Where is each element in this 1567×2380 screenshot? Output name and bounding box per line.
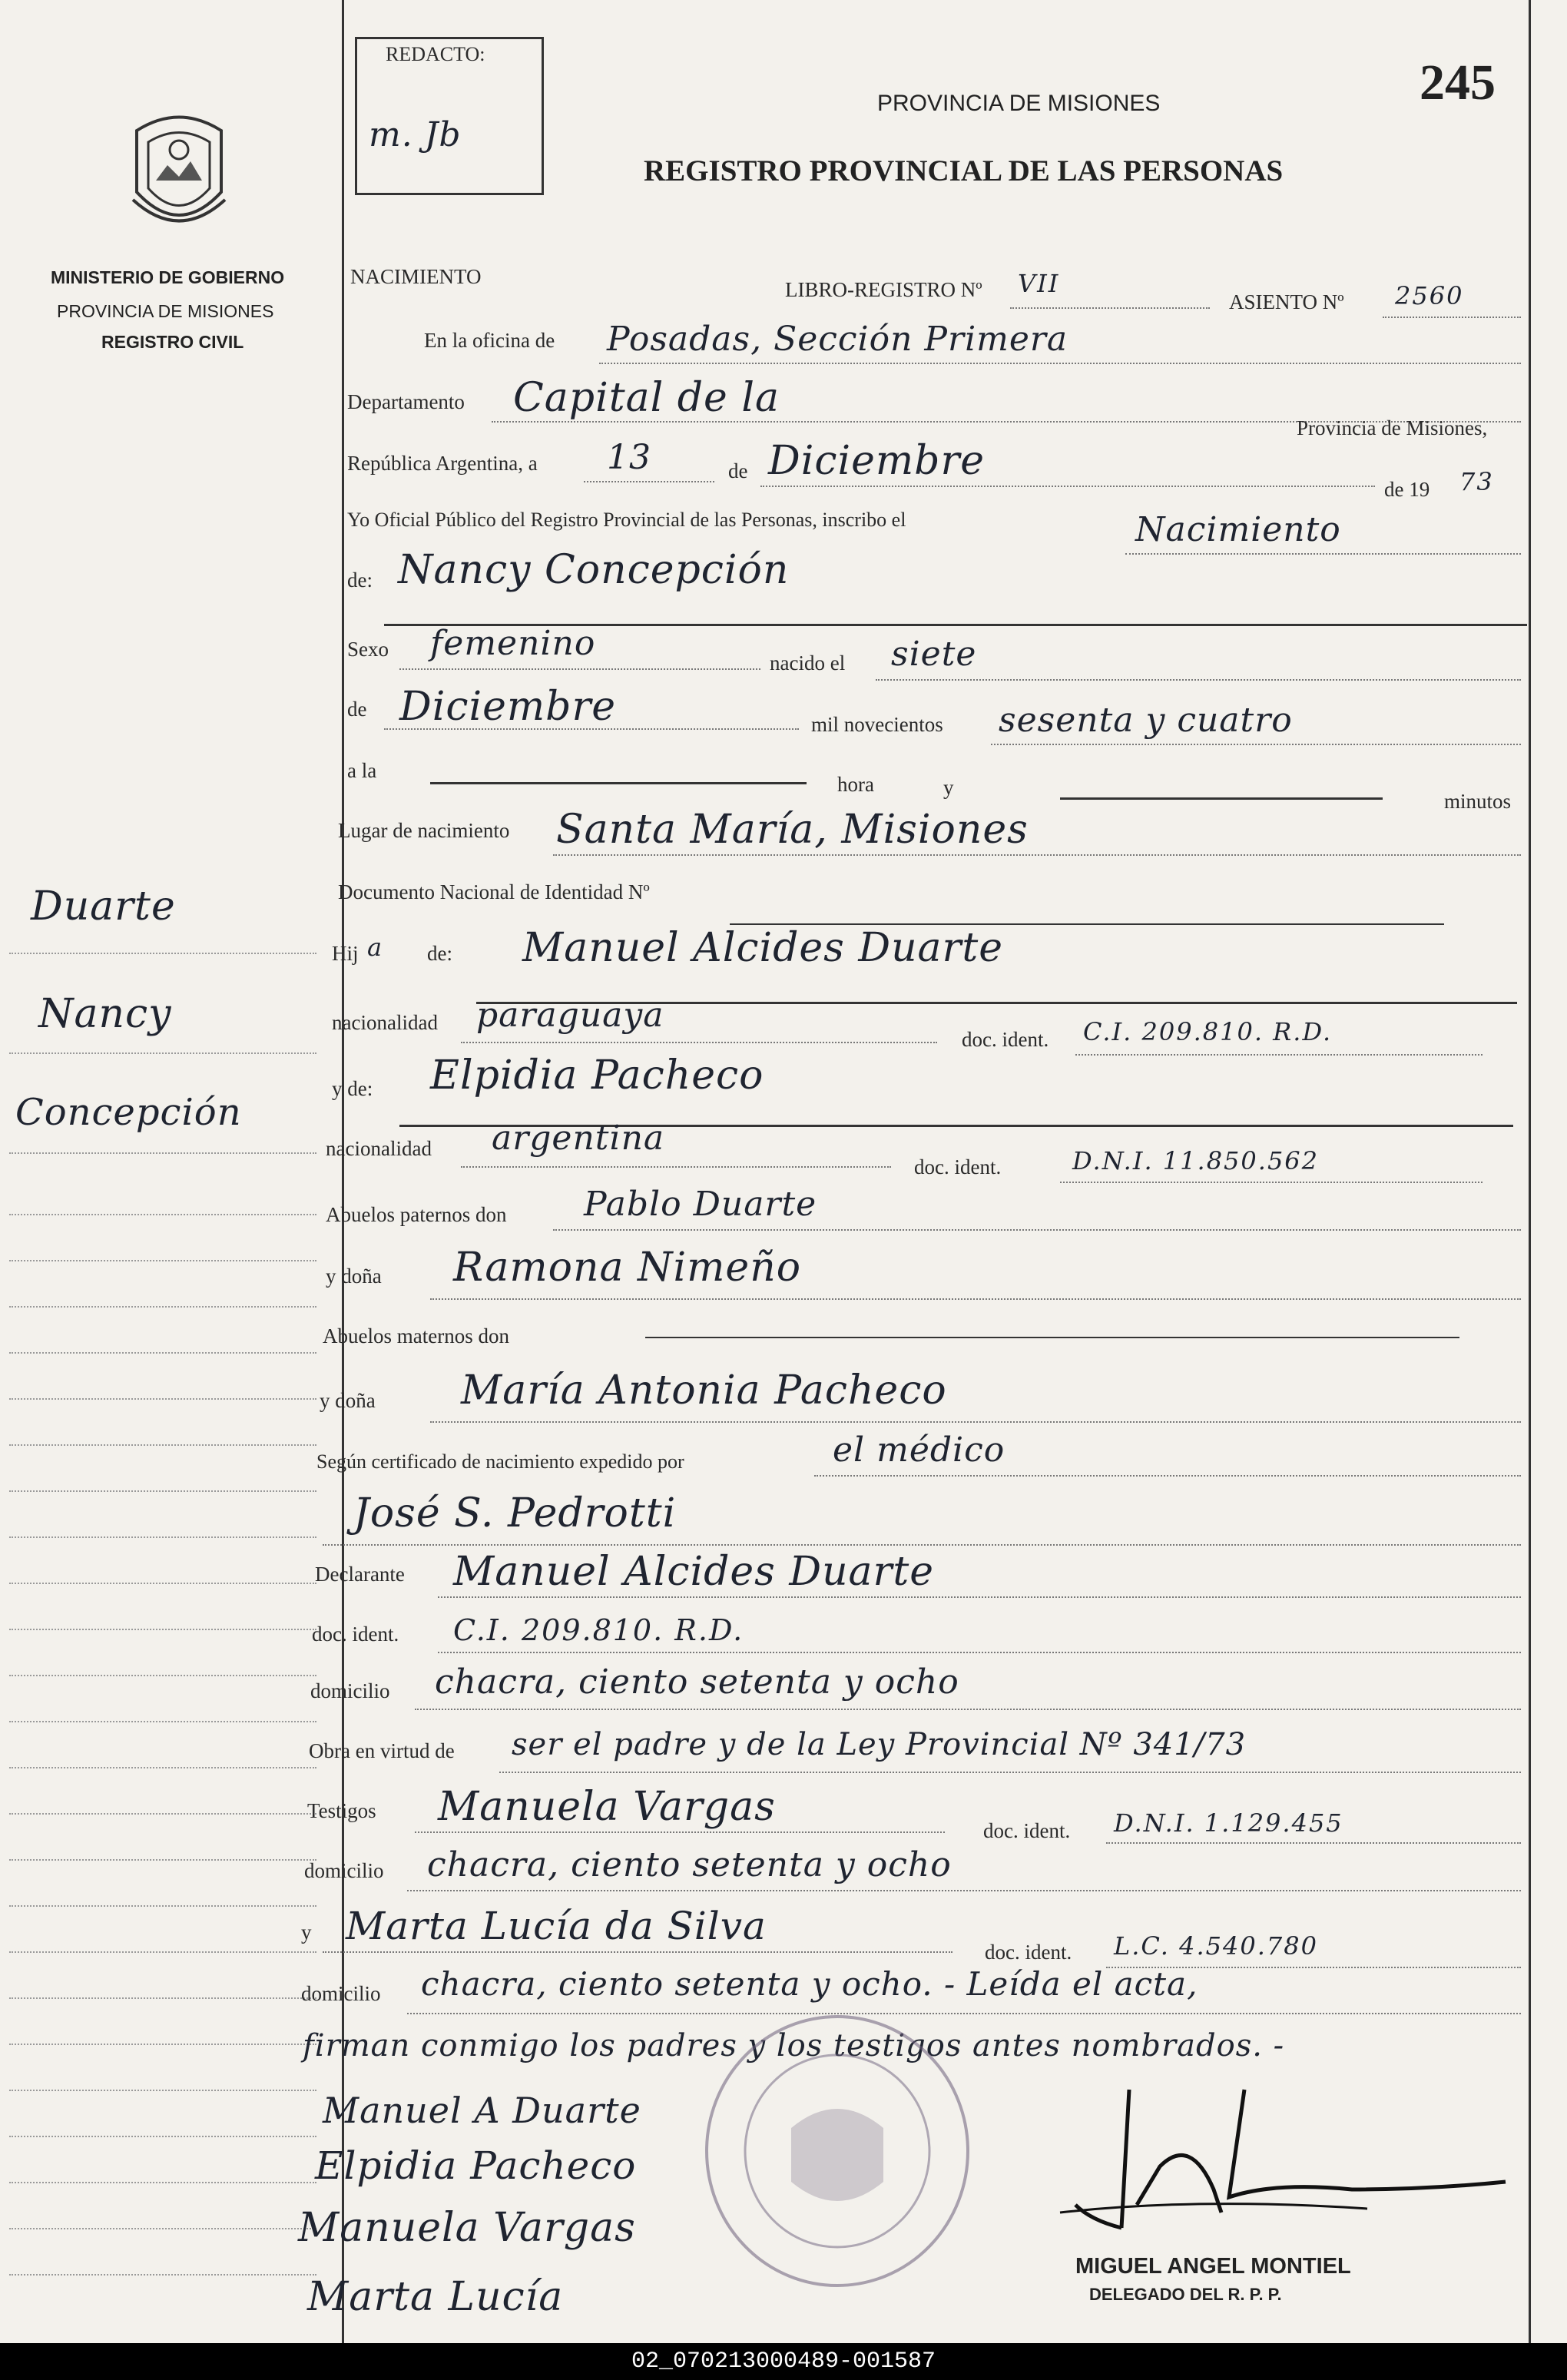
sexo-value: femenino <box>430 624 596 663</box>
y-label: y <box>943 776 954 799</box>
doc2-line <box>1060 1182 1483 1183</box>
abuelo-pat-line <box>553 1229 1521 1231</box>
medico-line <box>323 1544 1521 1546</box>
doc4-line <box>1106 1842 1521 1844</box>
margin-surname: Duarte <box>31 883 176 930</box>
medico-value: José S. Pedrotti <box>353 1490 677 1536</box>
margin-line <box>9 1152 316 1154</box>
y2-label: y <box>301 1921 312 1944</box>
lugar-line <box>553 854 1521 856</box>
mil-value: sesenta y cuatro <box>999 701 1293 740</box>
redacto-label: REDACTO: <box>386 43 485 65</box>
margin-line <box>9 1859 316 1861</box>
margin-first-name: Nancy <box>38 991 172 1037</box>
hora-label: hora <box>837 773 874 796</box>
libro-label: LIBRO-REGISTRO Nº <box>785 278 982 301</box>
dia-value: 13 <box>607 438 651 477</box>
de-label: de <box>728 459 748 482</box>
nac2-value: argentina <box>492 1119 665 1158</box>
hijo-label: Hij <box>332 942 359 965</box>
ydona2-label: y doña <box>320 1389 376 1412</box>
official-title: DELEGADO DEL R. P. P. <box>1089 2285 1282 2304</box>
mes2-value: Diciembre <box>399 684 617 730</box>
margin-second-name: Concepción <box>15 1091 242 1134</box>
declarante-label: Declarante <box>315 1563 405 1586</box>
ministry-label: MINISTERIO DE GOBIERNO <box>51 267 285 287</box>
firman-text: firman conmigo los padres y los testigos antes nombrados. - <box>303 2028 1285 2063</box>
obra-label: Obra en virtud de <box>309 1739 455 1762</box>
abuelos-mat-label: Abuelos maternos don <box>323 1324 509 1347</box>
abuelo-pat-value: Pablo Duarte <box>584 1185 817 1224</box>
margin-line <box>9 1721 316 1722</box>
domicilio2-line <box>407 1890 1521 1891</box>
oficial-value: Nacimiento <box>1135 510 1341 549</box>
doc3-label: doc. ident. <box>312 1623 399 1646</box>
testigo1-line <box>415 1831 945 1833</box>
province-heading: PROVINCIA DE MISIONES <box>877 91 1161 116</box>
minutos-rule <box>1060 797 1383 800</box>
oficina-label: En la oficina de <box>424 329 555 352</box>
doc4-label: doc. ident. <box>983 1819 1071 1842</box>
segun-label: Según certificado de nacimiento expedido por <box>316 1450 684 1473</box>
abuelos-mat-rule <box>645 1337 1459 1338</box>
margin-line <box>9 1583 316 1584</box>
margin-province-label: PROVINCIA DE MISIONES <box>57 301 274 321</box>
nac1-line <box>461 1042 937 1043</box>
margin-line <box>9 1813 316 1815</box>
oficial-line <box>1125 553 1521 555</box>
page-number: 245 <box>1420 55 1496 111</box>
margin-line <box>9 1997 316 1999</box>
lugar-value: Santa María, Misiones <box>556 807 1029 853</box>
margin-line <box>9 1629 316 1630</box>
nac1-label: nacionalidad <box>332 1011 438 1034</box>
libro-line <box>1010 307 1210 309</box>
lugar-label: Lugar de nacimiento <box>338 819 510 842</box>
oficial-text: Yo Oficial Público del Registro Provincial de las Personas, inscribo el <box>347 509 906 531</box>
declarante-value: Manuel Alcides Duarte <box>453 1549 935 1595</box>
doc1-label: doc. ident. <box>962 1028 1049 1051</box>
ala-label: a la <box>347 759 377 782</box>
testigos-label: Testigos <box>307 1799 376 1822</box>
margin-line <box>9 2044 316 2045</box>
republica-label: República Argentina, a <box>347 452 538 475</box>
de2-label: de <box>347 698 367 721</box>
registry-stamp <box>691 2005 983 2297</box>
right-border <box>1529 0 1531 2343</box>
margin-line <box>9 1675 316 1676</box>
documento-label: Documento Nacional de Identidad Nº <box>338 880 650 903</box>
segun-value: el médico <box>833 1430 1005 1470</box>
hora-rule <box>430 782 807 784</box>
margin-line <box>9 2274 316 2276</box>
oficina-value: Posadas, Sección Primera <box>607 320 1068 359</box>
nacido-value: siete <box>891 635 977 674</box>
departamento-value: Capital de la <box>513 375 780 421</box>
redacto-value: m. Jb <box>369 115 462 154</box>
doc1-line <box>1075 1054 1483 1056</box>
margin-line <box>9 1905 316 1907</box>
domicilio2-label: domicilio <box>304 1859 384 1882</box>
anio-value: 73 <box>1459 467 1494 496</box>
nombre-value: Nancy Concepción <box>398 547 790 593</box>
abuela-mat-line <box>430 1421 1521 1423</box>
doc3-line <box>438 1652 1521 1653</box>
margin-line <box>9 1260 316 1261</box>
abuela-mat-value: María Antonia Pacheco <box>461 1367 947 1414</box>
margin-line <box>9 1214 316 1215</box>
sexo-line <box>399 668 760 670</box>
nacido-line <box>876 679 1521 681</box>
segun-line <box>814 1475 1521 1477</box>
asiento-label: ASIENTO Nº <box>1229 290 1344 313</box>
declarante-line <box>438 1596 1521 1598</box>
nac1-value: paraguaya <box>476 996 664 1035</box>
abuela-pat-line <box>430 1298 1521 1300</box>
nacido-label: nacido el <box>770 651 846 675</box>
margin-line <box>9 1951 316 1953</box>
mes2-line <box>384 728 799 730</box>
margin-line <box>9 1306 316 1308</box>
padre-value: Manuel Alcides Duarte <box>522 925 1004 971</box>
hijo-de-label: de: <box>427 942 452 965</box>
margin-line <box>9 1352 316 1354</box>
mes-line <box>760 486 1375 487</box>
minutos-label: minutos <box>1444 790 1512 813</box>
nac2-label: nacionalidad <box>326 1137 432 1160</box>
margin-line <box>9 1052 316 1054</box>
domicilio3-label: domicilio <box>301 1982 381 2005</box>
domicilio3-value: chacra, ciento setenta y ocho. - Leída el acta, <box>421 1965 1198 2003</box>
image-id-footer: 02_070213000489-001587 <box>0 2343 1567 2380</box>
abuelos-pat-label: Abuelos paternos don <box>326 1203 507 1226</box>
signature-testigo1: Manuela Vargas <box>298 2205 636 2251</box>
official-signature <box>1045 2074 1521 2243</box>
domicilio1-label: domicilio <box>310 1679 390 1702</box>
libro-value: VII <box>1018 269 1060 298</box>
obra-line <box>499 1772 1521 1773</box>
doc5-value: L.C. 4.540.780 <box>1114 1931 1318 1961</box>
doc1-value: C.I. 209.810. R.D. <box>1083 1017 1333 1046</box>
departamento-label: Departamento <box>347 390 465 413</box>
registry-heading: REGISTRO PROVINCIAL DE LAS PERSONAS <box>644 154 1284 187</box>
asiento-line <box>1383 317 1521 318</box>
de-colon-label: de: <box>347 568 373 592</box>
margin-line <box>9 1536 316 1538</box>
margin-line <box>9 1767 316 1768</box>
dia-line <box>584 481 714 482</box>
asiento-value: 2560 <box>1395 281 1464 310</box>
doc3-value: C.I. 209.810. R.D. <box>453 1613 744 1647</box>
margin-line <box>9 953 316 954</box>
de-anio-label: de 19 <box>1384 478 1430 501</box>
signature-padre: Manuel A Duarte <box>323 2090 641 2131</box>
testigo1-value: Manuela Vargas <box>438 1784 776 1830</box>
signature-madre: Elpidia Pacheco <box>315 2143 637 2188</box>
domicilio1-value: chacra, ciento setenta y ocho <box>435 1662 959 1702</box>
hijo-suffix: a <box>367 933 384 962</box>
official-name: MIGUEL ANGEL MONTIEL <box>1075 2254 1351 2279</box>
yde-label: y de: <box>332 1077 373 1100</box>
margin-line <box>9 1490 316 1492</box>
madre-value: Elpidia Pacheco <box>430 1052 764 1099</box>
margin-line <box>9 2136 316 2137</box>
nac2-line <box>461 1166 891 1168</box>
doc5-label: doc. ident. <box>985 1941 1072 1964</box>
mil-line <box>991 744 1521 745</box>
domicilio1-line <box>415 1709 1521 1710</box>
margin-line <box>9 1444 316 1446</box>
doc2-label: doc. ident. <box>914 1155 1002 1178</box>
margin-line <box>9 2090 316 2091</box>
doc4-value: D.N.I. 1.129.455 <box>1114 1808 1343 1838</box>
signature-testigo2: Marta Lucía <box>307 2274 564 2320</box>
obra-value: ser el padre y de la Ley Provincial Nº 341/73 <box>512 1727 1247 1762</box>
oficina-line <box>599 363 1521 364</box>
ydona1-label: y doña <box>326 1265 382 1288</box>
nacimiento-label: NACIMIENTO <box>350 265 482 288</box>
mes-value: Diciembre <box>768 438 986 484</box>
sexo-label: Sexo <box>347 638 389 661</box>
margin-line <box>9 2228 316 2229</box>
domicilio2-value: chacra, ciento setenta y ocho <box>427 1845 952 1884</box>
abuela-pat-value: Ramona Nimeño <box>453 1245 801 1291</box>
testigo2-line <box>323 1951 952 1953</box>
testigo2-value: Marta Lucía da Silva <box>346 1904 767 1948</box>
mil-label: mil novecientos <box>811 713 943 736</box>
margin-line <box>9 2182 316 2183</box>
provincia-suffix: Provincia de Misiones, <box>1297 416 1488 439</box>
registro-civil-label: REGISTRO CIVIL <box>101 332 244 352</box>
margin-line <box>9 1398 316 1400</box>
coat-of-arms <box>121 108 237 238</box>
doc2-value: D.N.I. 11.850.562 <box>1072 1146 1320 1175</box>
